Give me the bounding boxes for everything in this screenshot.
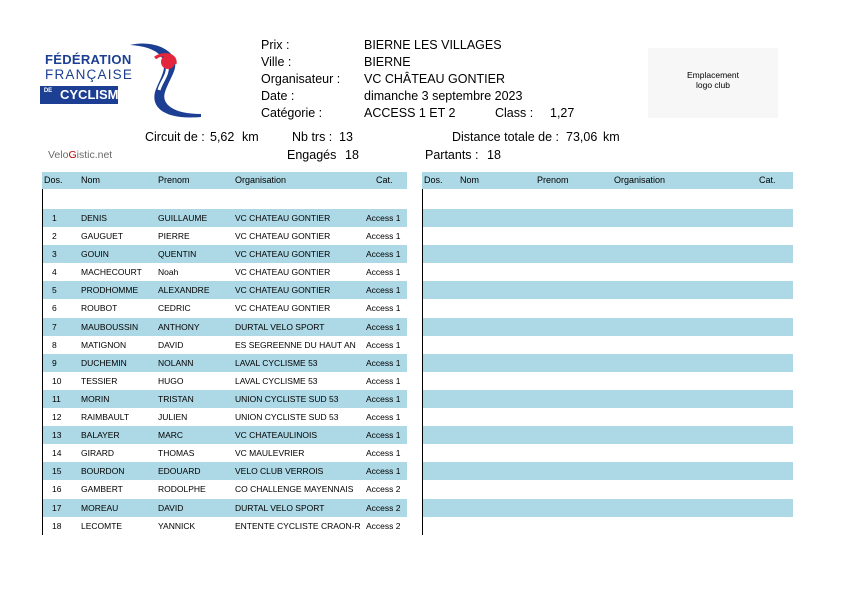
- table-row: [42, 299, 407, 317]
- distance-value: 73,06: [566, 130, 598, 144]
- cell-nom: ROUBOT: [81, 303, 118, 314]
- cell-prenom: DAVID: [158, 339, 184, 350]
- table-row: [42, 426, 407, 444]
- table-row: [42, 499, 407, 517]
- club-logo-placeholder: [648, 48, 778, 118]
- table-spacer-2: [422, 189, 793, 209]
- distance-label: Distance totale de :: [452, 130, 560, 144]
- prix-value: BIERNE LES VILLAGES: [364, 38, 502, 52]
- table-row: [42, 390, 407, 408]
- cell-dos: 17: [52, 502, 62, 513]
- club-logo-text: Emplacement logo club: [687, 70, 739, 90]
- empty-table-row: [422, 372, 793, 390]
- empty-table-row: [422, 299, 793, 317]
- cell-organisation: VC CHATEAU GONTIER: [235, 249, 331, 260]
- cell-organisation: VC CHATEAULINOIS: [235, 430, 318, 441]
- empty-table-row: [422, 480, 793, 498]
- partants-value: 18: [487, 148, 501, 162]
- ffc-swoosh-icon: [125, 40, 207, 120]
- table-row: [42, 245, 407, 263]
- col-nom: Nom: [81, 175, 101, 185]
- cell-prenom: MARC: [158, 430, 184, 441]
- prix-label: Prix :: [261, 38, 290, 52]
- cell-dos: 13: [52, 430, 62, 441]
- cell-cat: Access 1: [366, 213, 401, 223]
- cell-nom: DENIS: [81, 213, 107, 223]
- empty-table-row: [422, 517, 793, 535]
- cell-prenom: PIERRE: [158, 231, 190, 242]
- brand-velo: Velo: [48, 149, 69, 161]
- cell-prenom: NOLANN: [158, 357, 194, 368]
- cell-cat: Access 1: [366, 375, 401, 386]
- cell-prenom: THOMAS: [158, 448, 195, 459]
- col-cat: Cat.: [376, 175, 393, 185]
- cell-cat: Access 1: [366, 466, 401, 477]
- cell-prenom: QUENTIN: [158, 249, 197, 260]
- cell-prenom: TRISTAN: [158, 393, 194, 404]
- cell-dos: 2: [52, 231, 57, 242]
- cell-dos: 1: [52, 213, 57, 223]
- empty-table-row: [422, 354, 793, 372]
- cell-prenom: CEDRIC: [158, 303, 191, 314]
- riders-table: [42, 172, 407, 535]
- cell-cat: Access 1: [366, 412, 401, 423]
- col-prenom-2: Prenom: [537, 175, 569, 185]
- cell-nom: BOURDON: [81, 466, 125, 477]
- empty-table-row: [422, 209, 793, 227]
- cell-nom: LECOMTE: [81, 520, 123, 531]
- cell-cat: Access 1: [366, 231, 401, 242]
- cell-cat: Access 1: [366, 393, 401, 404]
- cell-organisation: VC CHATEAU GONTIER: [235, 213, 331, 223]
- cell-organisation: UNION CYCLISTE SUD 53: [235, 393, 339, 404]
- categorie-value: ACCESS 1 ET 2: [364, 106, 456, 120]
- cell-organisation: DURTAL VELO SPORT: [235, 321, 325, 332]
- cell-prenom: ANTHONY: [158, 321, 200, 332]
- riders-table-empty: [422, 172, 793, 535]
- table-row: [42, 209, 407, 227]
- logo-band: [40, 86, 128, 104]
- cell-dos: 8: [52, 339, 57, 350]
- engages-value: 18: [345, 148, 359, 162]
- empty-table-row: [422, 499, 793, 517]
- organisateur-value: VC CHÂTEAU GONTIER: [364, 72, 505, 86]
- cell-cat: Access 1: [366, 267, 401, 278]
- col-dos-2: Dos.: [424, 175, 443, 185]
- table-row: [42, 444, 407, 462]
- organisateur-label: Organisateur :: [261, 72, 341, 86]
- date-value: dimanche 3 septembre 2023: [364, 89, 523, 103]
- table-row: [42, 517, 407, 535]
- cell-cat: Access 1: [366, 357, 401, 368]
- cell-prenom: HUGO: [158, 375, 184, 386]
- cell-nom: TESSIER: [81, 375, 118, 386]
- cell-organisation: VC MAULEVRIER: [235, 448, 305, 459]
- col-organisation: Organisation: [235, 175, 287, 185]
- table-header-2: [422, 172, 793, 189]
- cell-nom: DUCHEMIN: [81, 357, 127, 368]
- cell-dos: 12: [52, 412, 62, 423]
- cell-dos: 16: [52, 484, 62, 495]
- empty-table-row: [422, 408, 793, 426]
- cell-cat: Access 1: [366, 339, 401, 350]
- cell-nom: MOREAU: [81, 502, 119, 513]
- categorie-label: Catégorie :: [261, 106, 323, 120]
- empty-table-row: [422, 444, 793, 462]
- ville-label: Ville :: [261, 55, 292, 69]
- cell-prenom: ALEXANDRE: [158, 285, 210, 296]
- cell-organisation: UNION CYCLISTE SUD 53: [235, 412, 339, 423]
- cell-nom: BALAYER: [81, 430, 120, 441]
- nbtrs-value: 13: [339, 130, 353, 144]
- cell-organisation: LAVAL CYCLISME 53: [235, 357, 318, 368]
- empty-table-row: [422, 263, 793, 281]
- table-spacer: [42, 189, 407, 209]
- cell-dos: 10: [52, 375, 62, 386]
- empty-table-row: [422, 462, 793, 480]
- date-label: Date :: [261, 89, 295, 103]
- table-row: [42, 281, 407, 299]
- cell-cat: Access 1: [366, 430, 401, 441]
- cell-organisation: VC CHATEAU GONTIER: [235, 303, 331, 314]
- empty-table-row: [422, 336, 793, 354]
- cell-dos: 9: [52, 357, 57, 368]
- cell-cat: Access 1: [366, 303, 401, 314]
- table-left-border: [42, 189, 43, 535]
- partants-label: Partants :: [425, 148, 479, 162]
- cell-prenom: Noah: [158, 267, 179, 278]
- col-dos: Dos.: [44, 175, 63, 185]
- cell-dos: 15: [52, 466, 62, 477]
- ville-value: BIERNE: [364, 55, 411, 69]
- table-row: [42, 408, 407, 426]
- logo-line2: FRANÇAISE: [45, 67, 134, 82]
- logo-line1: FÉDÉRATION: [45, 52, 132, 67]
- cell-nom: MAUBOUSSIN: [81, 321, 139, 332]
- velogistic-brand: [48, 149, 112, 161]
- circuit-label: Circuit de :: [145, 130, 205, 144]
- brand-istic: istic.net: [76, 149, 113, 161]
- empty-table-row: [422, 227, 793, 245]
- nbtrs-label: Nb trs :: [292, 130, 333, 144]
- circuit-unit: km: [242, 130, 259, 144]
- col-organisation-2: Organisation: [614, 175, 666, 185]
- cell-dos: 3: [52, 249, 57, 260]
- cell-dos: 11: [52, 393, 61, 404]
- cell-organisation: VC CHATEAU GONTIER: [235, 267, 331, 278]
- class-label: Class :: [495, 106, 534, 120]
- cell-organisation: LAVAL CYCLISME 53: [235, 375, 318, 386]
- table-header: [42, 172, 407, 189]
- col-cat-2: Cat.: [759, 175, 776, 185]
- empty-table-row: [422, 245, 793, 263]
- cell-nom: GAMBERT: [81, 484, 123, 495]
- cell-cat: Access 1: [366, 285, 401, 296]
- cell-nom: RAIMBAULT: [81, 412, 130, 423]
- logo-band-text: CYCLISME: [60, 87, 128, 102]
- table-row: [42, 480, 407, 498]
- empty-table-row: [422, 390, 793, 408]
- cell-nom: GOUIN: [81, 249, 109, 260]
- cell-dos: 5: [52, 285, 57, 296]
- cell-organisation: VC CHATEAU GONTIER: [235, 231, 331, 242]
- cell-organisation: ENTENTE CYCLISTE CRAON-R: [235, 520, 361, 531]
- cell-dos: 14: [52, 448, 62, 459]
- table-left-border-2: [422, 189, 423, 535]
- empty-table-row: [422, 318, 793, 336]
- brand-g: G: [68, 149, 77, 161]
- cell-cat: Access 1: [366, 249, 401, 260]
- class-value: 1,27: [550, 106, 575, 120]
- engages-label: Engagés: [287, 148, 337, 162]
- cell-cat: Access 2: [366, 484, 401, 495]
- circuit-value: 5,62: [210, 130, 235, 144]
- cell-prenom: YANNICK: [158, 520, 196, 531]
- empty-table-row: [422, 281, 793, 299]
- table-row: [42, 372, 407, 390]
- cell-organisation: ES SEGREENNE DU HAUT AN: [235, 339, 356, 350]
- table-row: [42, 227, 407, 245]
- col-nom-2: Nom: [460, 175, 480, 185]
- cell-dos: 4: [52, 267, 57, 278]
- table-row: [42, 336, 407, 354]
- cell-nom: GIRARD: [81, 448, 115, 459]
- cell-prenom: JULIEN: [158, 412, 188, 423]
- cell-dos: 18: [52, 520, 62, 531]
- ffc-logo: [40, 40, 205, 120]
- table-body-2: [422, 209, 793, 535]
- col-prenom: Prenom: [158, 175, 190, 185]
- cell-nom: MACHECOURT: [81, 267, 142, 278]
- cell-prenom: RODOLPHE: [158, 484, 206, 495]
- cell-cat: Access 2: [366, 502, 401, 513]
- table-row: [42, 462, 407, 480]
- cell-prenom: GUILLAUME: [158, 213, 208, 223]
- cell-dos: 6: [52, 303, 57, 314]
- cell-cat: Access 1: [366, 448, 401, 459]
- cell-nom: GAUGUET: [81, 231, 124, 242]
- cell-organisation: CO CHALLENGE MAYENNAIS: [235, 484, 354, 495]
- table-row: [42, 318, 407, 336]
- cell-organisation: VC CHATEAU GONTIER: [235, 285, 331, 296]
- cell-cat: Access 2: [366, 520, 401, 531]
- cell-organisation: VELO CLUB VERROIS: [235, 466, 324, 477]
- cell-prenom: DAVID: [158, 502, 184, 513]
- distance-unit: km: [603, 130, 620, 144]
- table-body: [42, 209, 407, 535]
- cell-dos: 7: [52, 321, 57, 332]
- logo-de: DE: [43, 88, 53, 94]
- empty-table-row: [422, 426, 793, 444]
- table-row: [42, 354, 407, 372]
- cell-organisation: DURTAL VELO SPORT: [235, 502, 325, 513]
- cell-nom: MATIGNON: [81, 339, 127, 350]
- table-row: [42, 263, 407, 281]
- cell-nom: PRODHOMME: [81, 285, 139, 296]
- cell-prenom: EDOUARD: [158, 466, 201, 477]
- cell-cat: Access 1: [366, 321, 401, 332]
- cell-nom: MORIN: [81, 393, 110, 404]
